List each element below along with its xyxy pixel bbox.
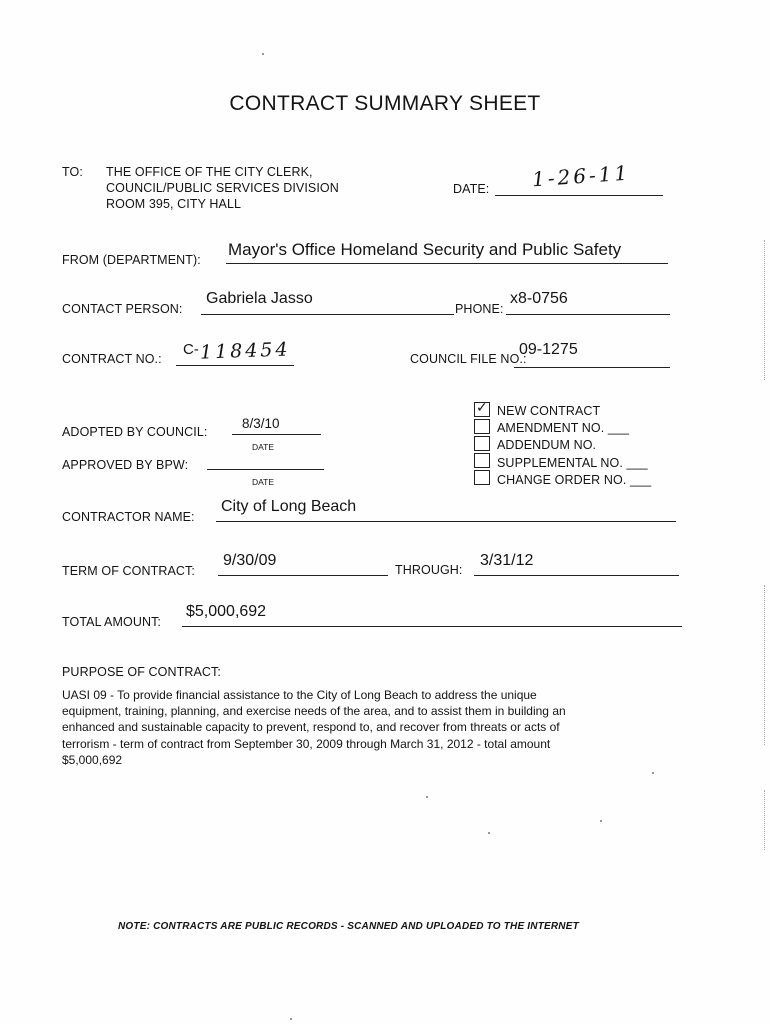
scan-speck bbox=[426, 796, 428, 798]
addendum-checkbox[interactable] bbox=[474, 436, 490, 451]
total-amount-label: TOTAL AMOUNT: bbox=[62, 615, 161, 629]
scan-edge-artifact bbox=[764, 585, 766, 745]
phone-value: x8-0756 bbox=[510, 290, 568, 307]
date-label: DATE: bbox=[453, 182, 490, 196]
contract-no-prefix: C- bbox=[183, 341, 199, 358]
scan-speck bbox=[488, 832, 490, 834]
scan-edge-artifact bbox=[764, 240, 766, 380]
council-file-underline bbox=[514, 367, 670, 368]
term-underline bbox=[218, 575, 388, 576]
purpose-line: terrorism - term of contract from September 30, 2009 through March 31, 2012 - total amount bbox=[62, 737, 551, 751]
contact-underline bbox=[201, 314, 454, 315]
page-title: CONTRACT SUMMARY SHEET bbox=[229, 92, 541, 115]
phone-label: PHONE: bbox=[455, 302, 504, 316]
to-line-3: ROOM 395, CITY HALL bbox=[106, 197, 242, 211]
adopted-underline bbox=[232, 434, 321, 435]
purpose-label: PURPOSE OF CONTRACT: bbox=[62, 665, 221, 679]
new-contract-checkbox[interactable] bbox=[474, 402, 490, 417]
term-value: 9/30/09 bbox=[223, 552, 277, 569]
scan-speck bbox=[262, 53, 264, 55]
contract-no-label: CONTRACT NO.: bbox=[62, 352, 162, 366]
scan-speck bbox=[652, 772, 654, 774]
purpose-line: $5,000,692 bbox=[62, 753, 123, 767]
adopted-date-caption: DATE bbox=[252, 442, 275, 452]
through-underline bbox=[474, 575, 679, 576]
contractor-label: CONTRACTOR NAME: bbox=[62, 510, 195, 524]
addendum-label: ADDENDUM NO. bbox=[497, 438, 597, 452]
new-contract-label: NEW CONTRACT bbox=[497, 404, 601, 418]
total-amount-underline bbox=[182, 626, 682, 627]
change-order-label: CHANGE ORDER NO. ___ bbox=[497, 473, 652, 487]
scan-speck bbox=[290, 1018, 292, 1020]
approved-label: APPROVED BY BPW: bbox=[62, 458, 189, 472]
council-file-value: 09-1275 bbox=[519, 341, 578, 358]
supplemental-checkbox[interactable] bbox=[474, 453, 490, 468]
from-label: FROM (DEPARTMENT): bbox=[62, 253, 201, 267]
amendment-label: AMENDMENT NO. ___ bbox=[497, 421, 630, 435]
contact-value: Gabriela Jasso bbox=[206, 290, 313, 307]
to-line-1: THE OFFICE OF THE CITY CLERK, bbox=[106, 165, 313, 179]
contact-label: CONTACT PERSON: bbox=[62, 302, 183, 316]
contractor-value: City of Long Beach bbox=[221, 498, 357, 515]
date-value: 1-26-11 bbox=[531, 160, 631, 192]
adopted-value: 8/3/10 bbox=[242, 416, 280, 431]
through-label: THROUGH: bbox=[395, 563, 463, 577]
total-amount-value: $5,000,692 bbox=[186, 603, 267, 620]
purpose-line: equipment, training, planning, and exercise needs of the area, and to assist them in building an bbox=[62, 704, 566, 718]
term-label: TERM OF CONTRACT: bbox=[62, 564, 195, 578]
contract-no-underline bbox=[176, 365, 294, 366]
date-underline bbox=[495, 195, 663, 196]
contract-no-handwritten: 118454 bbox=[199, 338, 291, 364]
contractor-underline bbox=[216, 521, 676, 522]
supplemental-label: SUPPLEMENTAL NO. ___ bbox=[497, 456, 648, 470]
to-line-2: COUNCIL/PUBLIC SERVICES DIVISION bbox=[106, 181, 339, 195]
from-underline bbox=[226, 263, 668, 264]
to-label: TO: bbox=[62, 165, 83, 179]
change-order-checkbox[interactable] bbox=[474, 470, 490, 485]
purpose-line: enhanced and sustainable capacity to prevent, respond to, and recover from threats or acts of bbox=[62, 720, 560, 734]
approved-underline bbox=[207, 469, 324, 470]
through-value: 3/31/12 bbox=[480, 552, 534, 569]
council-file-label: COUNCIL FILE NO.: bbox=[410, 352, 527, 366]
adopted-label: ADOPTED BY COUNCIL: bbox=[62, 425, 208, 439]
approved-date-caption: DATE bbox=[252, 477, 275, 487]
amendment-checkbox[interactable] bbox=[474, 419, 490, 434]
phone-underline bbox=[506, 314, 670, 315]
from-value: Mayor's Office Homeland Security and Public Safety bbox=[228, 240, 622, 259]
purpose-line: UASI 09 - To provide financial assistance to the City of Long Beach to address the unique bbox=[62, 688, 537, 702]
scan-edge-artifact bbox=[764, 790, 766, 850]
scan-speck bbox=[600, 820, 602, 822]
public-records-note: NOTE: CONTRACTS ARE PUBLIC RECORDS - SCANNED AND UPLOADED TO THE INTERNET bbox=[118, 921, 579, 932]
new-contract-check-mark: ✓ bbox=[476, 400, 488, 416]
